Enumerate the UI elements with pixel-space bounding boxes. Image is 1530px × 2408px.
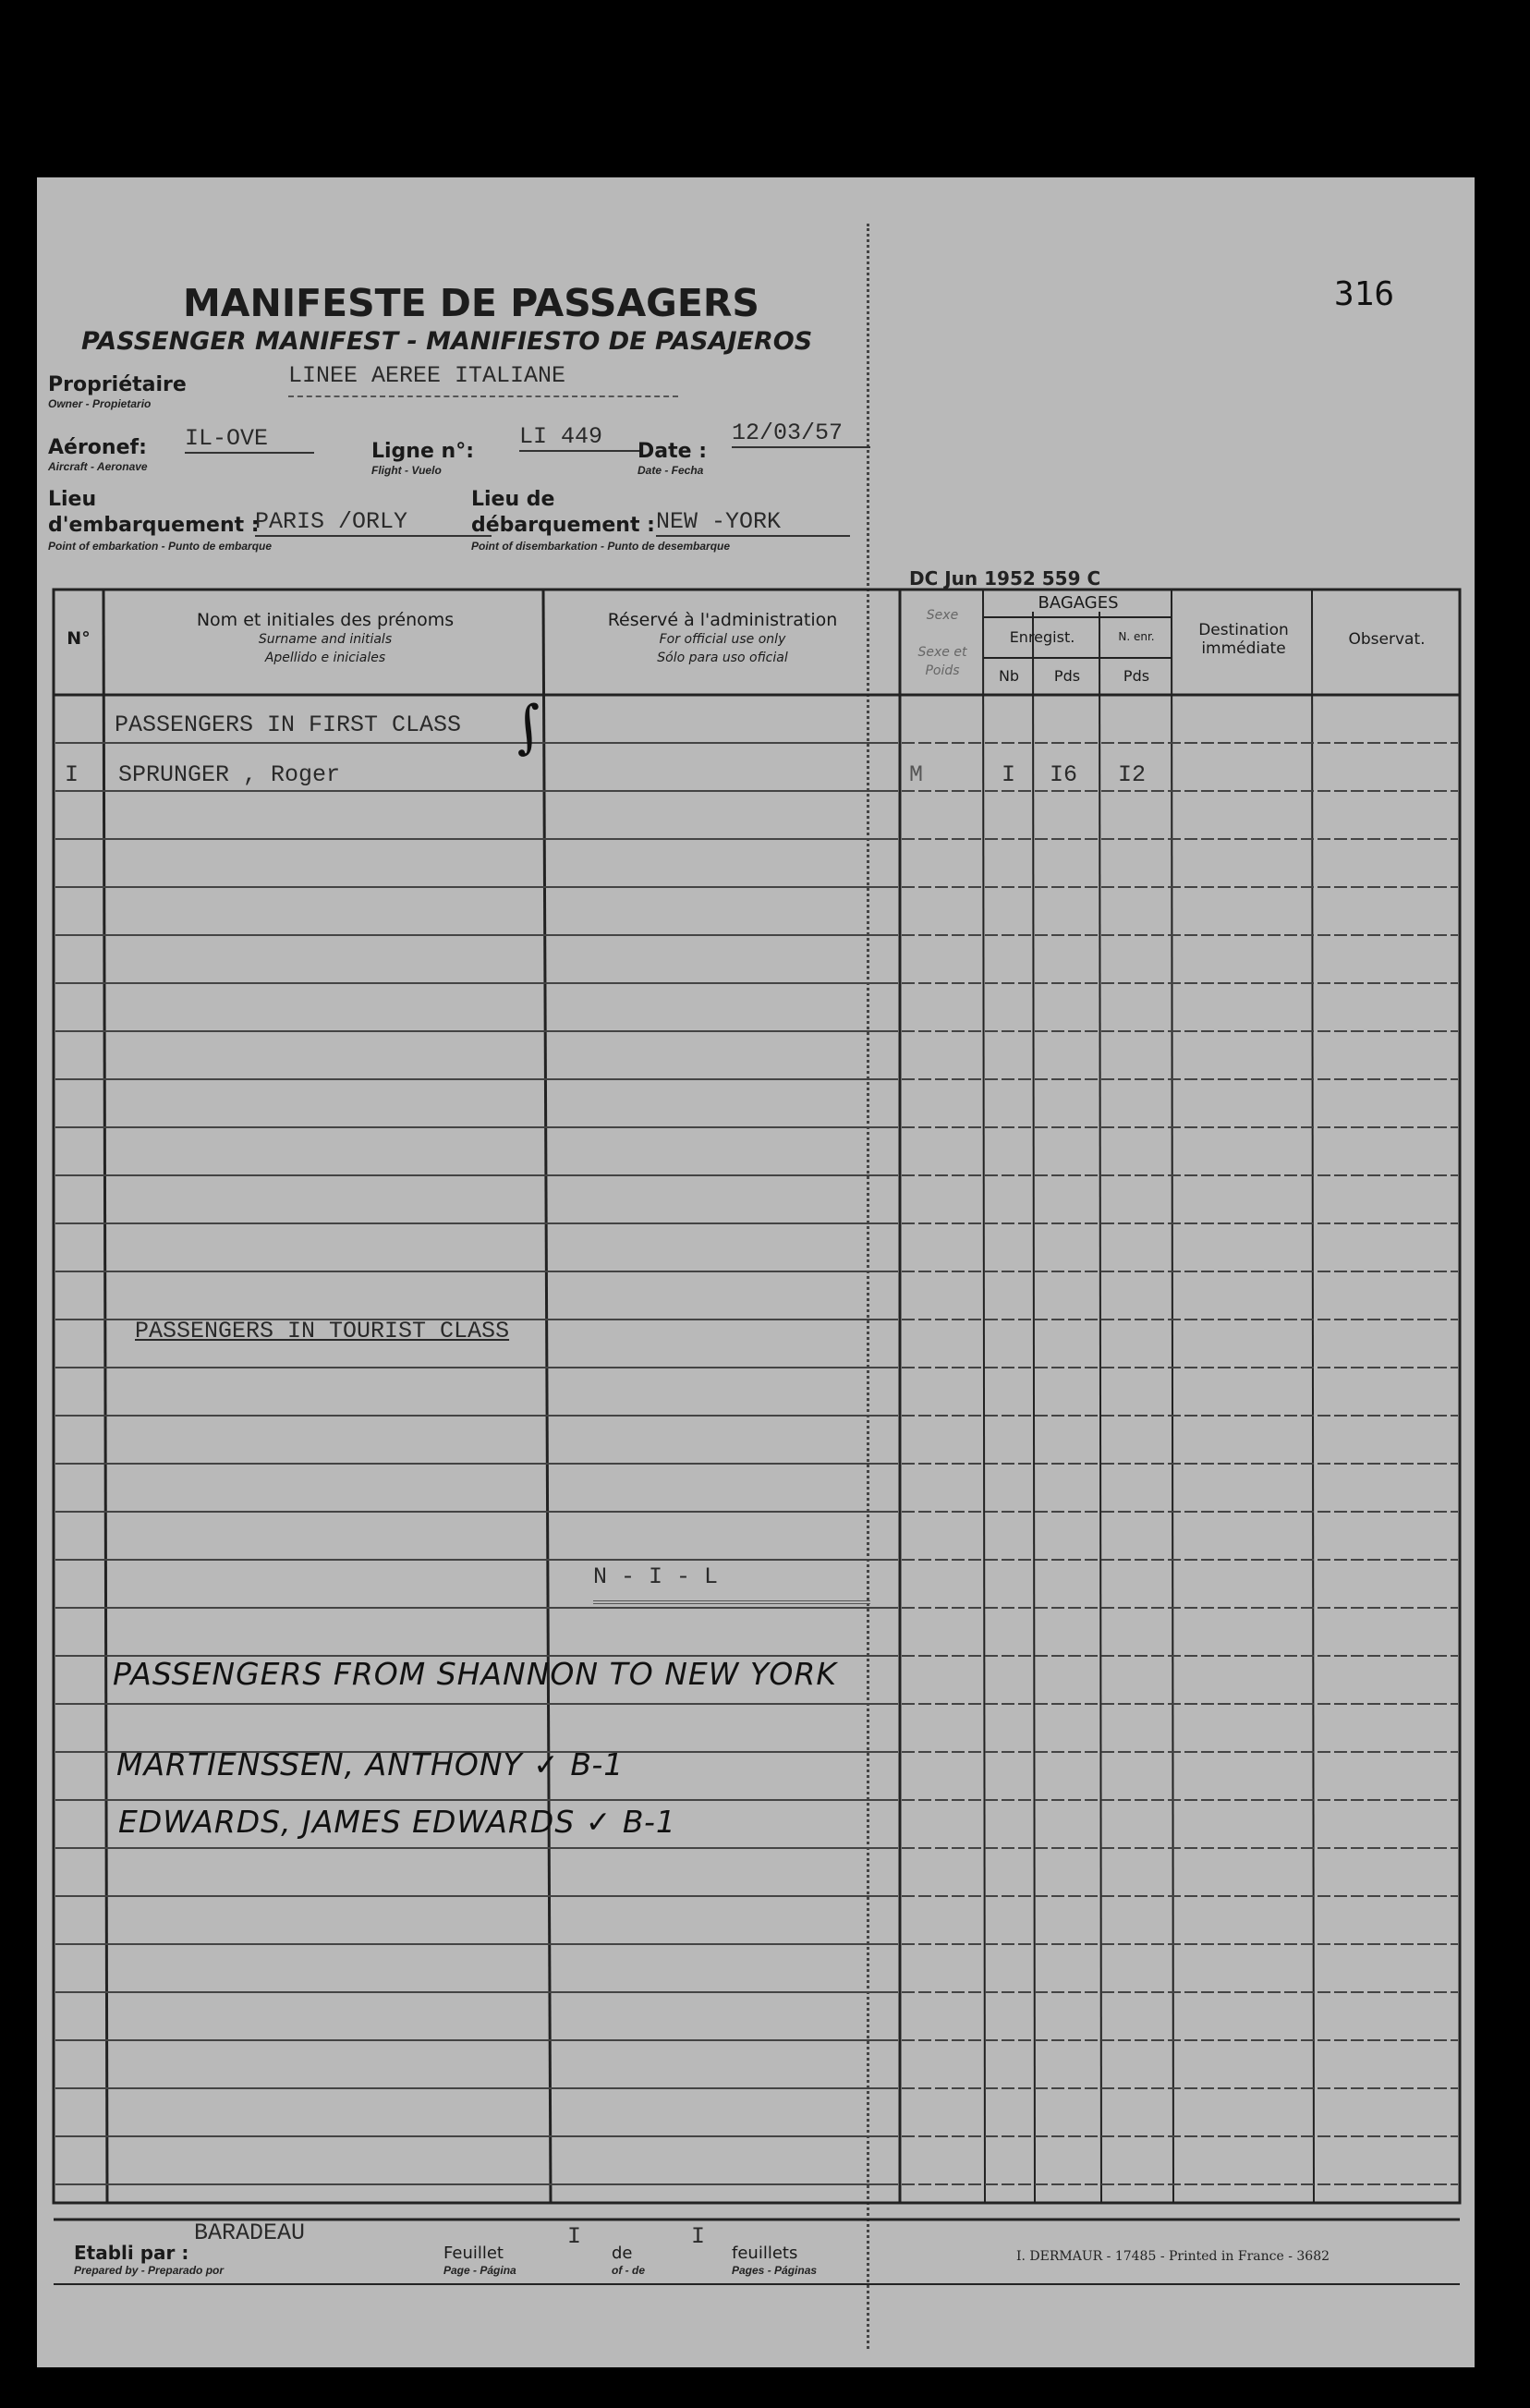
page-number: 316 bbox=[1334, 275, 1395, 313]
owner-label: Propriétaire bbox=[48, 373, 187, 396]
flight-sublabel: Flight - Vuelo bbox=[371, 464, 442, 477]
of-label: de bbox=[612, 2244, 633, 2263]
col-header-unregistered: N. enr. bbox=[1118, 630, 1155, 643]
manifest-sheet bbox=[37, 177, 1475, 2367]
owner-value: LINEE AEREE ITALIANE bbox=[288, 362, 566, 389]
sheet-value: I bbox=[567, 2223, 582, 2250]
col-header-name-en: Surname and initials bbox=[258, 632, 393, 647]
table-grid bbox=[37, 177, 1475, 2367]
flight-value: LI 449 bbox=[519, 423, 639, 452]
col-header-sex: Sexe bbox=[926, 608, 959, 623]
row1-name: SPRUNGER , Roger bbox=[118, 761, 341, 788]
disembark-sublabel: Point of disembarkation - Punto de desembarque bbox=[471, 540, 731, 553]
printer-imprint: I. DERMAUR - 17485 - Printed in France - 3682 bbox=[1016, 2249, 1330, 2264]
col-header-admin-es: Sólo para uso oficial bbox=[657, 651, 788, 665]
flight-label: Ligne n°: bbox=[371, 440, 475, 463]
prepared-by-label: Etabli par : bbox=[74, 2242, 189, 2264]
col-header-observations: Observat. bbox=[1348, 630, 1426, 649]
prepared-by-sublabel: Prepared by - Preparado por bbox=[74, 2264, 225, 2277]
col-header-pds-2: Pds bbox=[1123, 667, 1150, 685]
col-header-nb: Nb bbox=[998, 667, 1020, 685]
date-label: Date : bbox=[638, 440, 708, 463]
embark-label-line1: Lieu bbox=[48, 488, 97, 511]
row1-bag-weight: I6 bbox=[1050, 761, 1078, 788]
col-header-name: Nom et initiales des prénoms bbox=[196, 610, 455, 630]
manifest-title: MANIFESTE DE PASSAGERS bbox=[183, 281, 759, 325]
col-header-admin-en: For official use only bbox=[659, 632, 786, 647]
sheet-sublabel: Page - Página bbox=[443, 2264, 516, 2277]
col-header-sex-3: Poids bbox=[925, 663, 960, 678]
row1-bag-count: I bbox=[1002, 761, 1016, 788]
disembark-label-line1: Lieu de bbox=[471, 488, 555, 511]
handwritten-row1: MARTIENSSEN, ANTHONY ✓ B-1 bbox=[116, 1746, 625, 1782]
col-header-baggage: BAGAGES bbox=[1038, 593, 1119, 613]
form-stamp: DC Jun 1952 559 C bbox=[909, 567, 1101, 590]
embark-value: PARIS /ORLY bbox=[255, 508, 492, 537]
nil-underline bbox=[593, 1600, 870, 1604]
col-header-name-es: Apellido e iniciales bbox=[264, 651, 386, 665]
date-value: 12/03/57 bbox=[732, 420, 870, 448]
row1-sex: M bbox=[909, 761, 924, 788]
col-header-pds: Pds bbox=[1053, 667, 1081, 685]
col-header-registered: Enregist. bbox=[1009, 628, 1075, 646]
owner-sublabel: Owner - Propietario bbox=[48, 397, 152, 410]
col-header-number: N° bbox=[67, 628, 91, 649]
manifest-subtitle: PASSENGER MANIFEST - MANIFIESTO DE PASAJEROS bbox=[81, 327, 813, 356]
shannon-header: PASSENGERS FROM SHANNON TO NEW YORK bbox=[113, 1656, 837, 1692]
aircraft-label: Aéronef: bbox=[48, 436, 147, 459]
disembark-label-line2: débarquement : bbox=[471, 514, 655, 537]
check-mark-icon: ∫ bbox=[509, 693, 547, 761]
disembark-value: NEW -YORK bbox=[656, 508, 850, 537]
embark-label-line2: d'embarquement : bbox=[48, 514, 260, 537]
embark-sublabel: Point of embarkation - Punto de embarque bbox=[48, 540, 273, 553]
nil-marker: N - I - L bbox=[593, 1563, 719, 1590]
row1-unreg-weight: I2 bbox=[1118, 761, 1147, 788]
sheet-label: Feuillet bbox=[443, 2244, 504, 2263]
col-header-admin: Réservé à l'administration bbox=[607, 610, 838, 630]
aircraft-value: IL-OVE bbox=[185, 425, 314, 454]
of-value: I bbox=[691, 2223, 706, 2250]
col-header-sex-2: Sexe et bbox=[917, 645, 967, 660]
of-sublabel: of - de bbox=[612, 2264, 645, 2277]
tourist-class-header: PASSENGERS IN TOURIST CLASS bbox=[135, 1318, 510, 1344]
row1-number: I bbox=[65, 761, 79, 788]
prepared-by-value: BARADEAU bbox=[194, 2219, 306, 2246]
sheets-label: feuillets bbox=[732, 2244, 798, 2263]
aircraft-sublabel: Aircraft - Aeronave bbox=[48, 460, 148, 473]
col-header-destination: Destination immédiate bbox=[1198, 621, 1289, 658]
date-sublabel: Date - Fecha bbox=[638, 464, 704, 477]
sheets-sublabel: Pages - Páginas bbox=[732, 2264, 818, 2277]
handwritten-row2: EDWARDS, JAMES EDWARDS ✓ B-1 bbox=[118, 1804, 676, 1840]
first-class-header: PASSENGERS IN FIRST CLASS bbox=[115, 711, 462, 738]
